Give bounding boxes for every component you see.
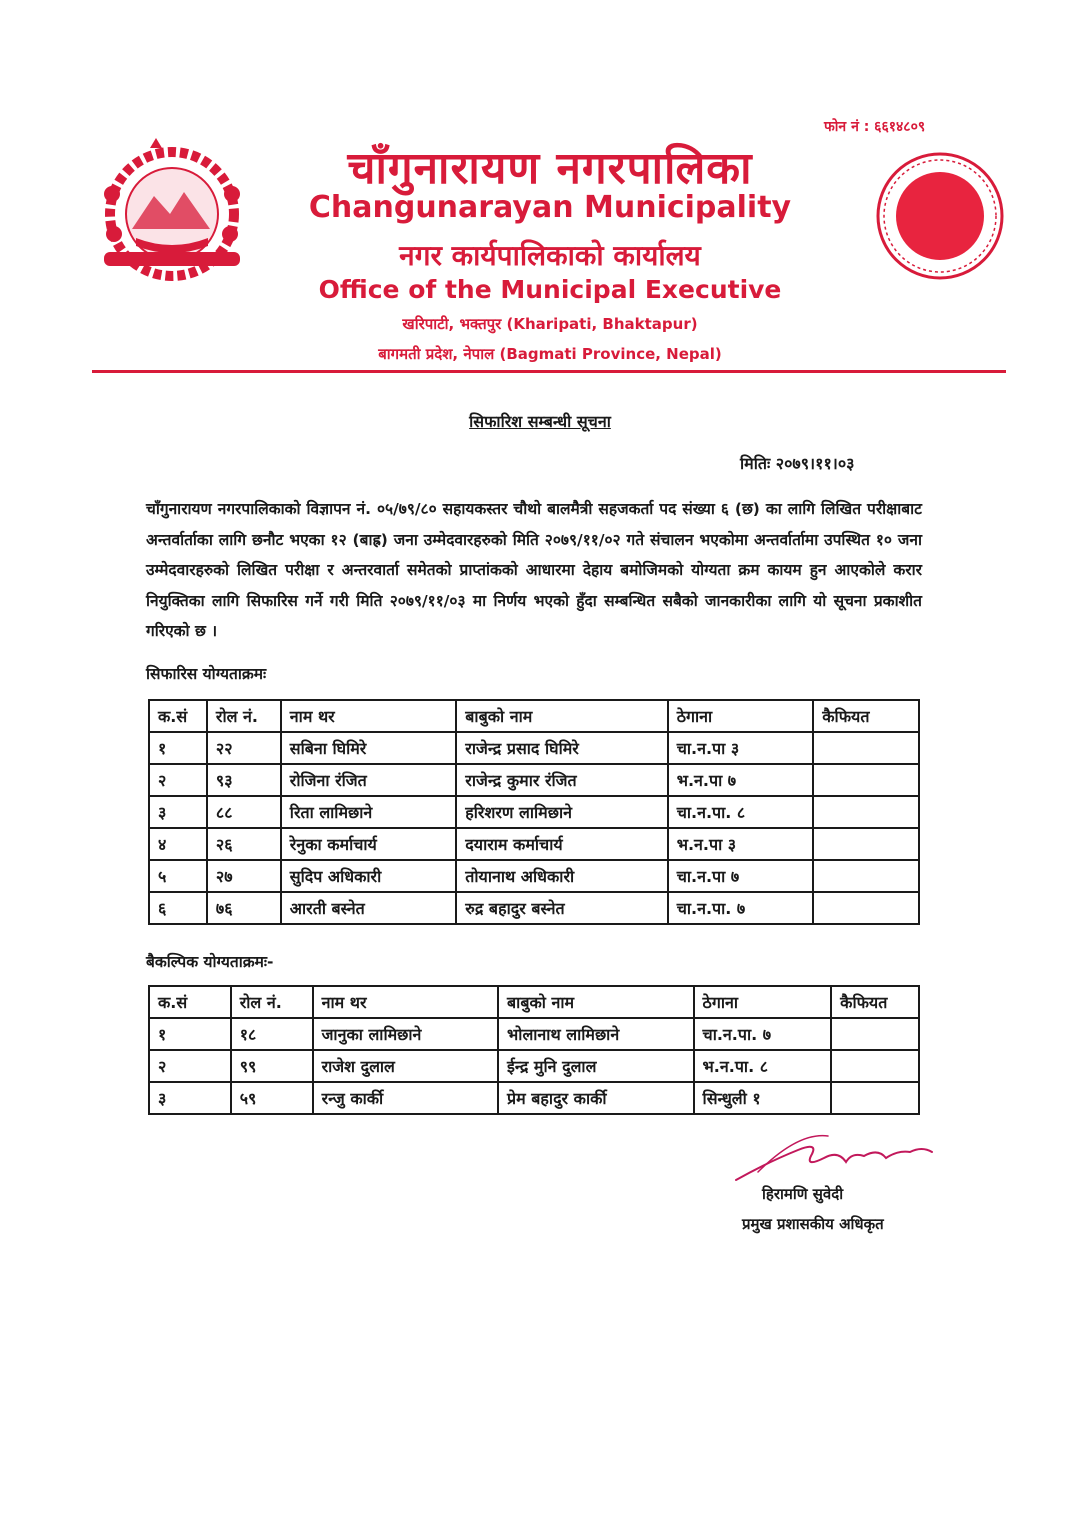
- table-cell: भ.न.पा ३: [668, 828, 814, 860]
- column-header: बाबुको नाम: [456, 700, 667, 732]
- table-cell: ५९: [231, 1082, 313, 1114]
- table-cell: भ.न.पा ७: [668, 764, 814, 796]
- recommended-table: [148, 699, 920, 925]
- alternate-table: [148, 985, 920, 1115]
- table-row: [149, 1050, 919, 1082]
- table-row: [149, 732, 919, 764]
- column-header: ठेगाना: [668, 700, 814, 732]
- table-row: [149, 1082, 919, 1114]
- office-seal-icon: [874, 150, 1006, 282]
- municipality-name-np: चाँगुनारायण नगरपालिका: [347, 143, 753, 194]
- table-cell: चा.न.पा ३: [668, 732, 814, 764]
- table-cell: सबिना घिमिरे: [281, 732, 457, 764]
- table-cell: ६: [149, 892, 207, 924]
- office-name-en: Office of the Municipal Executive: [318, 275, 782, 304]
- table-row: [149, 764, 919, 796]
- nepal-emblem-icon: [92, 134, 252, 284]
- table-cell: रिता लामिछाने: [281, 796, 457, 828]
- table-cell: [813, 860, 919, 892]
- column-header: ठेगाना: [694, 986, 832, 1018]
- table-cell: ४: [149, 828, 207, 860]
- office-name-np: नगर कार्यपालिकाको कार्यालय: [399, 239, 701, 272]
- table-cell: तोयानाथ अधिकारी: [456, 860, 667, 892]
- table-cell: रुद्र बहादुर बस्नेत: [456, 892, 667, 924]
- table-cell: चा.न.पा. ७: [694, 1018, 832, 1050]
- phone-number: फोन नं : ६६१४८०९: [824, 119, 926, 135]
- table-cell: भ.न.पा. ८: [694, 1050, 832, 1082]
- table-cell: [813, 732, 919, 764]
- table-cell: ९३: [207, 764, 281, 796]
- table-cell: [831, 1050, 919, 1082]
- table-cell: २६: [207, 828, 281, 860]
- table-cell: रेनुका कर्माचार्य: [281, 828, 457, 860]
- table-cell: ३: [149, 796, 207, 828]
- table-cell: २: [149, 1050, 231, 1082]
- table-cell: हरिशरण लामिछाने: [456, 796, 667, 828]
- column-header: नाम थर: [313, 986, 498, 1018]
- notice-date: मितिः २०७९।११।०३: [740, 454, 855, 473]
- header-divider: [92, 370, 1006, 373]
- recommended-heading: सिफारिस योग्यताक्रमः: [146, 665, 267, 683]
- signatory-name: हिरामणि सुवेदी: [762, 1185, 844, 1203]
- column-header: बाबुको नाम: [498, 986, 694, 1018]
- table-cell: [813, 892, 919, 924]
- address-line-1: खरिपाटी, भक्तपुर (Kharipati, Bhaktapur): [402, 315, 698, 333]
- table-cell: जानुका लामिछाने: [313, 1018, 498, 1050]
- table-cell: [813, 828, 919, 860]
- table-row: [149, 1018, 919, 1050]
- table-cell: २२: [207, 732, 281, 764]
- table-header-row: [149, 986, 919, 1018]
- table-cell: चा.न.पा ७: [668, 860, 814, 892]
- municipality-name-en: Changunarayan Municipality: [308, 190, 792, 225]
- table-cell: [831, 1082, 919, 1114]
- table-cell: राजेन्द्र प्रसाद घिमिरे: [456, 732, 667, 764]
- table-cell: ९९: [231, 1050, 313, 1082]
- column-header: रोल नं.: [231, 986, 313, 1018]
- table-cell: १: [149, 1018, 231, 1050]
- table-cell: १८: [231, 1018, 313, 1050]
- table-cell: सिन्धुली १: [694, 1082, 832, 1114]
- notice-title: सिफारिश सम्बन्धी सूचना: [469, 412, 611, 431]
- table-header-row: [149, 700, 919, 732]
- table-cell: ३: [149, 1082, 231, 1114]
- address-line-2: बागमती प्रदेश, नेपाल (Bagmati Province, Nepal): [378, 345, 722, 363]
- table-cell: ७६: [207, 892, 281, 924]
- signatory-title: प्रमुख प्रशासकीय अधिकृत: [742, 1215, 884, 1233]
- column-header: कैफियत: [831, 986, 919, 1018]
- table-cell: [813, 764, 919, 796]
- table-cell: १: [149, 732, 207, 764]
- notice-body: चाँगुनारायण नगरपालिकाको विज्ञापन नं. ०५/७९/८० सहायकस्तर चौथो बालमैत्री सहजकर्ता पद संख्या ६ (छ) का लागि लिखित परीक्षाबाट अन्तर्वार्ताका लागि छनौट भएका १२ (बाह्र) जना उम्मेदवारहरुको मिति २०७९/११/०२ गते संचालन भएकोमा अन्तर्वार्तामा उपस्थित १० जना उम्मेदवारहरुको लिखित परीक्षा र अन्तरवार्ता समेतको प्राप्तांकको आधारमा देहाय बमोजिमको योग्यता क्रम कायम हुन आएकोले करार नियुक्तिका लागि सिफारिस गर्ने गरी मिति २०७९/११/०३ मा निर्णय भएको हुँदा सम्बन्धित सबैको जानकारीका लागि यो सूचना प्रकाशीत गरिएको छ ।: [146, 500, 922, 640]
- table-cell: राजेन्द्र कुमार रंजित: [456, 764, 667, 796]
- table-cell: भोलानाथ लामिछाने: [498, 1018, 694, 1050]
- alternate-heading: बैकल्पिक योग्यताक्रमः-: [146, 953, 274, 971]
- table-cell: २७: [207, 860, 281, 892]
- table-cell: सुदिप अधिकारी: [281, 860, 457, 892]
- table-cell: चा.न.पा. ८: [668, 796, 814, 828]
- table-cell: [813, 796, 919, 828]
- table-row: [149, 860, 919, 892]
- table-cell: राजेश दुलाल: [313, 1050, 498, 1082]
- table-cell: ५: [149, 860, 207, 892]
- column-header: नाम थर: [281, 700, 457, 732]
- table-row: [149, 892, 919, 924]
- table-cell: [831, 1018, 919, 1050]
- table-cell: २: [149, 764, 207, 796]
- table-cell: रन्जु कार्की: [313, 1082, 498, 1114]
- table-cell: ८८: [207, 796, 281, 828]
- table-row: [149, 828, 919, 860]
- table-cell: आरती बस्नेत: [281, 892, 457, 924]
- table-cell: रोजिना रंजित: [281, 764, 457, 796]
- table-cell: प्रेम बहादुर कार्की: [498, 1082, 694, 1114]
- column-header: कैफियत: [813, 700, 919, 732]
- table-cell: दयाराम कर्माचार्य: [456, 828, 667, 860]
- table-row: [149, 796, 919, 828]
- column-header: क.सं: [149, 700, 207, 732]
- column-header: रोल नं.: [207, 700, 281, 732]
- table-cell: ईन्द्र मुनि दुलाल: [498, 1050, 694, 1082]
- table-cell: चा.न.पा. ७: [668, 892, 814, 924]
- column-header: क.सं: [149, 986, 231, 1018]
